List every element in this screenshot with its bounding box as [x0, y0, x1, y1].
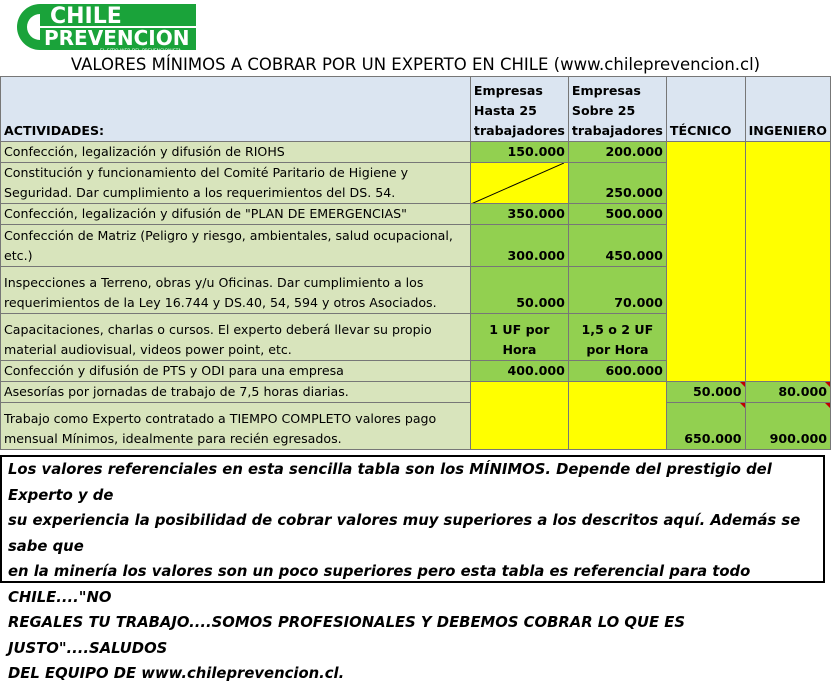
value-hasta-25: 150.000	[470, 142, 568, 163]
header-sobre-25: Empresas Sobre 25 trabajadores	[568, 77, 666, 142]
logo-line2: PREVENCION	[44, 26, 190, 50]
table-row	[1, 403, 831, 450]
value-sobre-25: 1,5 o 2 UF por Hora	[568, 314, 666, 361]
value-tecnico: 50.000	[666, 382, 745, 403]
table-row	[1, 382, 831, 403]
value-tecnico: 650.000	[666, 403, 745, 450]
value-hasta-25: 1 UF por Hora	[470, 314, 568, 361]
value-hasta-25: 350.000	[470, 204, 568, 225]
table-row	[1, 142, 831, 163]
activity-cell: Trabajo como Experto contratado a TIEMPO COMPLETO valores pago mensual Mínimos, idealmente para recién egresados.	[1, 403, 471, 450]
value-hasta-25-empty	[470, 163, 568, 204]
activity-cell: Confección y difusión de PTS y ODI para una empresa	[1, 361, 471, 382]
value-hasta-25: 50.000	[470, 267, 568, 314]
value-sobre-25-empty	[568, 382, 666, 450]
value-sobre-25: 600.000	[568, 361, 666, 382]
value-sobre-25: 200.000	[568, 142, 666, 163]
activity-cell: Asesorías por jornadas de trabajo de 7,5 horas diarias.	[1, 382, 471, 403]
activity-cell: Inspecciones a Terreno, obras y/u Oficinas. Dar cumplimiento a los requerimientos de la Ley 16.744 y DS.40, 54, 594 y otros Asociados.	[1, 267, 471, 314]
value-sobre-25: 70.000	[568, 267, 666, 314]
value-ingeniero: 80.000	[745, 382, 830, 403]
logo-line1: CHILE	[50, 4, 122, 29]
ingeniero-empty-block	[745, 142, 830, 382]
header-row	[1, 77, 831, 142]
value-hasta-25: 400.000	[470, 361, 568, 382]
tecnico-empty-block	[666, 142, 745, 382]
footer-note: Los valores referenciales en esta sencilla tabla son los MÍNIMOS. Depende del prestigio del Experto y de su experiencia la posibilidad de cobrar valores muy superiores a los descritos aquí. Además se sabe que en la minería los valores son un poco superiores pero esta tabla es referencial para todo CHILE...."NO REGALES TU TRABAJO....SOMOS PROFESIONALES Y DEBEMOS COBRAR LO QUE ES JUSTO"....SALUDOS DEL EQUIPO DE www.chileprevencion.cl.	[0, 455, 825, 583]
page-title: VALORES MÍNIMOS A COBRAR POR UN EXPERTO EN CHILE (www.chileprevencion.cl)	[70, 55, 761, 74]
activity-cell: Confección, legalización y difusión de RIOHS	[1, 142, 471, 163]
header-ingeniero: INGENIERO	[745, 77, 830, 142]
header-tecnico: TÉCNICO	[666, 77, 745, 142]
header-hasta-25: Empresas Hasta 25 trabajadores	[470, 77, 568, 142]
header-activities: ACTIVIDADES:	[1, 77, 471, 142]
value-sobre-25: 450.000	[568, 225, 666, 267]
prices-table	[0, 76, 831, 450]
value-hasta-25-empty	[470, 382, 568, 450]
activity-cell: Constitución y funcionamiento del Comité Paritario de Higiene y Seguridad. Dar cumplimiento a los requerimientos del DS. 54.	[1, 163, 471, 204]
activity-cell: Confección de Matriz (Peligro y riesgo, ambientales, salud ocupacional, etc.)	[1, 225, 471, 267]
value-hasta-25: 300.000	[470, 225, 568, 267]
activity-cell: Capacitaciones, charlas o cursos. El experto deberá llevar su propio material audiovisual, videos power point, etc.	[1, 314, 471, 361]
value-sobre-25: 500.000	[568, 204, 666, 225]
logo-tagline: EL SITIO WEB DEL PREVENCIONISTA	[100, 49, 182, 54]
diagonal-line	[471, 163, 564, 204]
value-sobre-25: 250.000	[568, 163, 666, 204]
chileprevencion-logo	[0, 0, 200, 54]
activity-cell: Confección, legalización y difusión de "PLAN DE EMERGENCIAS"	[1, 204, 471, 225]
value-ingeniero: 900.000	[745, 403, 830, 450]
